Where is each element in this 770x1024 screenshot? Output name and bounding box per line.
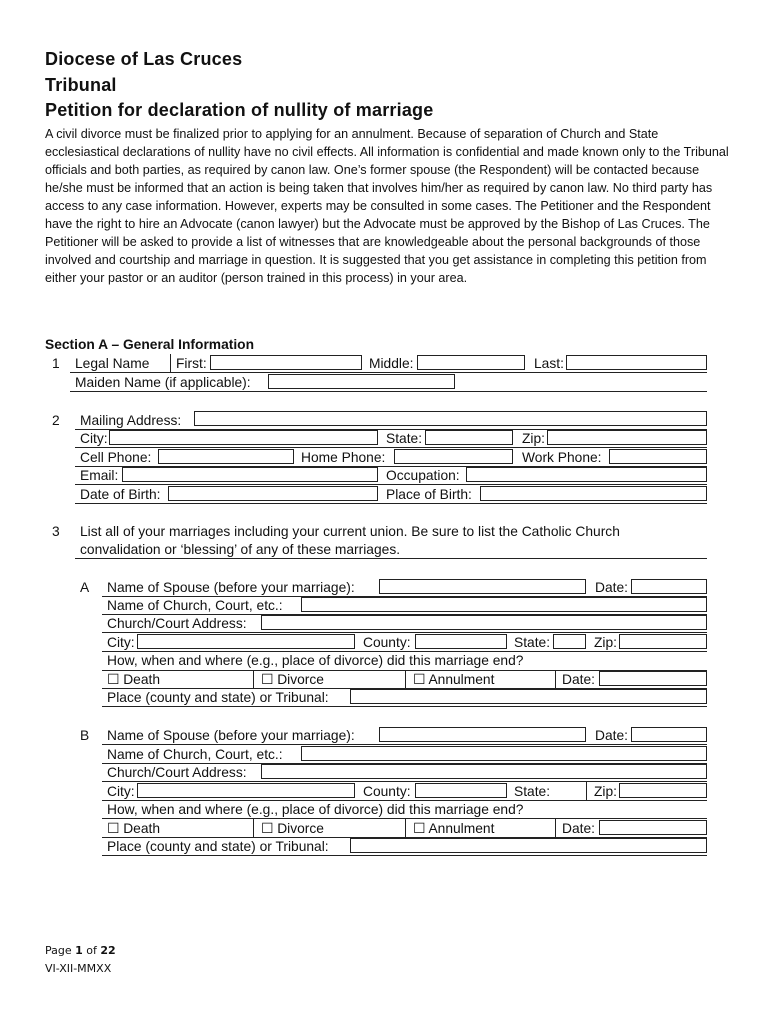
church-name-label: Name of Church, Court, etc.: [107, 598, 283, 613]
divider [253, 818, 254, 837]
row-rule [102, 706, 707, 707]
tribunal-place-label: Place (county and state) or Tribunal: [107, 839, 329, 854]
middle-name-label: Middle: [369, 356, 414, 371]
state-field[interactable] [425, 430, 513, 445]
legal-name-label: Legal Name [75, 356, 150, 371]
city-field[interactable] [137, 634, 355, 649]
state-label: State: [386, 431, 423, 446]
county-label: County: [363, 635, 411, 650]
pob-label: Place of Birth: [386, 487, 472, 502]
page-indicator [45, 944, 116, 957]
cell-phone-field[interactable] [158, 449, 294, 464]
row-rule [102, 651, 707, 652]
divider [170, 354, 171, 372]
marriage-date-field[interactable] [631, 579, 707, 594]
cell-phone-label: Cell Phone: [80, 450, 152, 465]
first-name-field[interactable] [210, 355, 362, 370]
spouse-name-field[interactable] [379, 727, 586, 742]
tribunal-place-field[interactable] [350, 838, 707, 853]
county-label: County: [363, 784, 411, 799]
row-rule [102, 744, 707, 745]
diocese-heading: Diocese of Las Cruces [45, 49, 243, 69]
home-phone-field[interactable] [394, 449, 513, 464]
tribunal-heading: Tribunal [45, 75, 117, 95]
church-address-field[interactable] [261, 764, 707, 779]
state-label: State: [514, 635, 551, 650]
county-field[interactable] [415, 634, 507, 649]
q3-number: 3 [52, 524, 60, 539]
divorce-checkbox[interactable]: ☐ Divorce [261, 672, 324, 687]
work-phone-field[interactable] [609, 449, 707, 464]
mailing-address-label: Mailing Address: [80, 413, 182, 428]
work-phone-label: Work Phone: [522, 450, 602, 465]
church-name-label: Name of Church, Court, etc.: [107, 747, 283, 762]
row-rule [75, 503, 707, 504]
city-label: City: [107, 635, 135, 650]
zip-label: Zip: [594, 784, 617, 799]
church-name-field[interactable] [301, 746, 707, 761]
row-rule [102, 632, 707, 633]
church-name-field[interactable] [301, 597, 707, 612]
intro-paragraph: A civil divorce must be finalized prior to applying for an annulment. Because of separation of Church and State ecclesiastical declarations of nullity have no civil effects. All information is confidential and made known only to the Tribunal officials and both parties, as required by canon law. One’s former spouse (the Respondent) will be contacted because he/she must be informed that an action is being taken that involves him/her as required by canon law. No third party has access to any case information. However, experts may be consulted in some cases. The Petitioner and the Respondent have the right to hire an Advocate (canon lawyer) but the Advocate must be approved by the Bishop of Las Cruces. The Petitioner will be asked to provide a list of witnesses that are knowledgeable about the personal backgrounds of those involved and courtship and marriage in question. It is suggested that you get assistance in completing this petition from either your pastor or an auditor (person trained in this process) in your area. [45, 127, 729, 285]
dob-field[interactable] [168, 486, 378, 501]
divider [555, 818, 556, 837]
page-word: Page [45, 944, 72, 957]
page-title: Petition for declaration of nullity of marriage [45, 100, 434, 120]
death-checkbox[interactable]: ☐ Death [107, 821, 161, 836]
zip-label: Zip: [594, 635, 617, 650]
pob-field[interactable] [480, 486, 707, 501]
maiden-name-field[interactable] [268, 374, 455, 389]
email-field[interactable] [122, 467, 378, 482]
divider [555, 670, 556, 689]
divider [586, 781, 587, 800]
zip-field[interactable] [547, 430, 707, 445]
last-name-field[interactable] [566, 355, 707, 370]
end-date-label: Date: [562, 672, 595, 687]
annulment-checkbox[interactable]: ☐ Annulment [413, 821, 495, 836]
last-name-label: Last: [534, 356, 564, 371]
page-number: 1 [75, 944, 83, 957]
annulment-checkbox[interactable]: ☐ Annulment [413, 672, 495, 687]
marriage-end-question: How, when and where (e.g., place of divorce) did this marriage end? [107, 802, 524, 817]
spouse-name-field[interactable] [379, 579, 586, 594]
end-date-label: Date: [562, 821, 595, 836]
marriage-end-question: How, when and where (e.g., place of divorce) did this marriage end? [107, 653, 524, 668]
row-rule [102, 800, 707, 801]
death-checkbox[interactable]: ☐ Death [107, 672, 161, 687]
county-field[interactable] [415, 783, 507, 798]
row-rule [75, 558, 707, 559]
end-date-field[interactable] [599, 820, 707, 835]
spouse-name-label: Name of Spouse (before your marriage): [107, 580, 355, 595]
marriage-date-field[interactable] [631, 727, 707, 742]
q3-instructions-line1: List all of your marriages including your current union. Be sure to list the Catholic Church [80, 524, 620, 539]
email-label: Email: [80, 468, 119, 483]
q1-number: 1 [52, 356, 60, 371]
home-phone-label: Home Phone: [301, 450, 386, 465]
marriage-letter: B [80, 728, 90, 743]
marriage-letter: A [80, 580, 90, 595]
divider [405, 670, 406, 689]
section-a-title: Section A – General Information [45, 337, 255, 352]
state-field[interactable] [553, 634, 586, 649]
mailing-address-field[interactable] [194, 411, 707, 426]
occupation-field[interactable] [466, 467, 707, 482]
divider [405, 818, 406, 837]
row-rule [102, 855, 707, 856]
zip-label: Zip: [522, 431, 545, 446]
church-address-field[interactable] [261, 615, 707, 630]
marriage-date-label: Date: [595, 580, 628, 595]
of-word: of [86, 944, 97, 957]
page-total: 22 [100, 944, 116, 957]
row-rule [75, 484, 707, 485]
city-field[interactable] [109, 430, 378, 445]
tribunal-place-field[interactable] [350, 689, 707, 704]
city-label: City: [80, 431, 108, 446]
end-date-field[interactable] [599, 671, 707, 686]
row-rule [102, 781, 707, 782]
divider [253, 670, 254, 689]
dob-label: Date of Birth: [80, 487, 161, 502]
occupation-label: Occupation: [386, 468, 460, 483]
marriage-date-label: Date: [595, 728, 628, 743]
q2-number: 2 [52, 413, 60, 428]
first-name-label: First: [176, 356, 207, 371]
church-address-label: Church/Court Address: [107, 616, 247, 631]
q3-instructions-line2: convalidation or ‘blessing’ of any of these marriages. [80, 542, 401, 557]
city-label: City: [107, 784, 135, 799]
church-address-label: Church/Court Address: [107, 765, 247, 780]
divorce-checkbox[interactable]: ☐ Divorce [261, 821, 324, 836]
state-label: State: [514, 784, 551, 799]
zip-field[interactable] [619, 634, 707, 649]
row-rule [70, 391, 707, 392]
maiden-name-label: Maiden Name (if applicable): [75, 375, 251, 390]
form-code: VI-XII-MMXX [45, 962, 112, 975]
zip-field[interactable] [619, 783, 707, 798]
tribunal-place-label: Place (county and state) or Tribunal: [107, 690, 329, 705]
row-rule [75, 447, 707, 448]
row-rule [70, 372, 707, 373]
spouse-name-label: Name of Spouse (before your marriage): [107, 728, 355, 743]
middle-name-field[interactable] [417, 355, 525, 370]
city-field[interactable] [137, 783, 355, 798]
